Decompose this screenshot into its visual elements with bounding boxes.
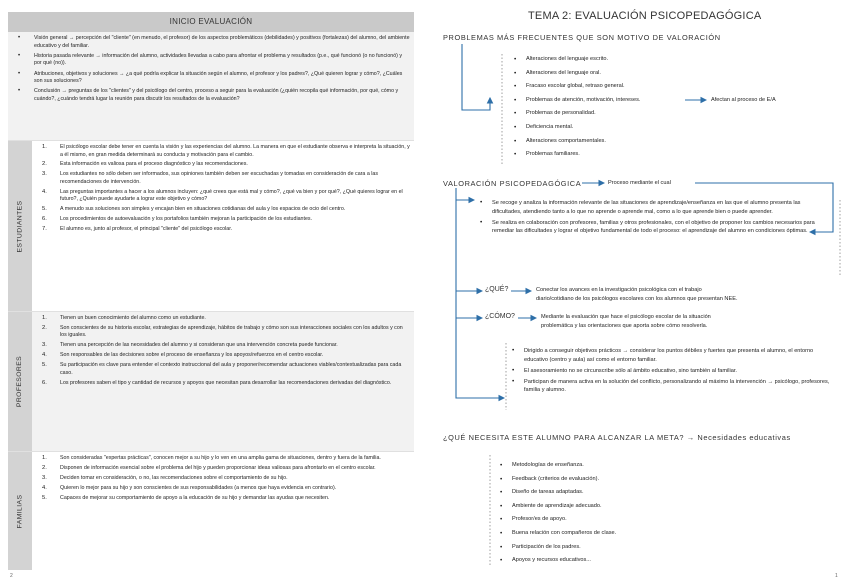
list-item: 5. Capaces de mejorar su comportamiento de apoyo a la educación de su hijo y demandar las ayudas que necesiten. [42, 494, 330, 501]
que-label: ¿QUÉ? [485, 286, 509, 293]
list-item: • Alteraciones del lenguaje escrito. [514, 53, 640, 67]
que-text-2: diario/cotidiano de los psicólogos escolares con los alumnos que presentan NEE. [536, 296, 738, 302]
left-page [8, 12, 414, 572]
list-item: 1. Tienen un buen conocimiento del alumno como un estudiante. [42, 315, 206, 321]
intro-block [8, 32, 414, 140]
page-number-right: 1 [835, 573, 838, 579]
list-item: 4. Las preguntas importantes a hacer a los alumnos incluyen: ¿qué crees que está mal y cómo?, ¿qué va bien y por qué?, ¿Qué quieres lograr en el futuro?, ¿Quién puede ayudarte a lograr este objetivo y cómo? [42, 188, 403, 203]
list-item: • Buena relación con compañeros de clase. [500, 527, 616, 541]
intro-item: • Atribuciones, objetivos y soluciones → ¿a qué podría explicar la situación según el alumno, el profesor y los padres?, ¿Qué quieren lograr y cómo?, ¿Cuáles son sus soluciones? [12, 71, 410, 86]
inicio-evaluacion-header: INICIO EVALUACIÓN [8, 12, 414, 32]
list-item: 2. Son conscientes de su historia escolar, estrategias de aprendizaje, hábitos de trabajo y cómo son sus interacciones sociales con los adultos y con los iguales. [42, 324, 403, 339]
list-item: • Metodologías de enseñanza. [500, 459, 616, 473]
intro-item: • Historia pasada relevante → información del alumno, actividades llevadas a cabo para afrontar el problema y resultados (p.e., qué funcionó (o no funcionó) y por qué (no)). [12, 53, 410, 68]
section-estudiantes [8, 140, 414, 311]
list-item: 7. El alumno es, junto al profesor, el principal "cliente" del psicólogo escolar. [42, 226, 233, 233]
list-item: • Fracaso escolar global, retraso general. [514, 80, 640, 94]
list-item: 2. Esta información es valiosa para el proceso diagnóstico y las recomendaciones. [42, 161, 248, 168]
valoracion-bullets [480, 199, 818, 238]
section-label: PROFESORES [8, 312, 32, 451]
section-familias [8, 451, 414, 570]
page-title: TEMA 2: EVALUACIÓN PSICOPEDAGÓGICA [528, 10, 762, 22]
list-item: • Alteraciones del lenguaje oral. [514, 67, 640, 81]
list-item: • Problemas de atención, motivación, intereses. [514, 94, 640, 108]
necesita-list [500, 459, 616, 568]
necesita-heading: ¿QUÉ NECESITA ESTE ALUMNO PARA ALCANZAR LA META? → Necesidades educativas [443, 433, 791, 442]
list-item: • Participan de manera activa en la solución del conflicto, personalizando al máximo la intervención → psicólogo, profesores, familia y alumno. [512, 378, 830, 395]
list-item: • Deficiencia mental. [514, 121, 640, 135]
list-item: 4. Son responsables de las decisiones sobre el proceso de enseñanza y los apoyos/refuerzos en el centro escolar. [42, 352, 324, 359]
list-item: • Feedback (criterios de evaluación). [500, 473, 616, 487]
section-label: ESTUDIANTES [8, 141, 32, 311]
list-item: • Problemas familiares. [514, 148, 640, 162]
como-text-2: problemática y las orientaciones que aporta sobre cómo resolverla. [541, 323, 708, 329]
list-item: • Participación de los padres. [500, 541, 616, 555]
section-profesores [8, 311, 414, 451]
problemas-heading: PROBLEMAS MÁS FRECUENTES QUE SON MOTIVO DE VALORACIÓN [443, 33, 721, 42]
list-item: 3. Deciden tomar en consideración, o no, las recomendaciones sobre el comportamiento de su hijo. [42, 474, 288, 481]
list-item: • Ambiente de aprendizaje adecuado. [500, 500, 616, 514]
problemas-list [514, 53, 640, 162]
valoracion-heading: VALORACIÓN PSICOPEDAGÓGICA [443, 179, 582, 188]
list-item: • Se realiza en colaboración con profesores, familias y otros profesionales, con el objetivo de proponer los cambios necesarios para remediar las dificultades y lograr el objetivo fundamental de todo el proceso: el aprendizaje del alumno en condiciones óptimas. [480, 219, 818, 236]
page-number-left: 2 [10, 573, 13, 579]
list-item: • Dirigido a conseguir objetivos prácticos → considerar los puntos débiles y fuertes que presenta el alumno, el entorno educativo (centro y aula) así como el entorno familiar. [512, 347, 830, 364]
list-item: 2. Disponen de información esencial sobre el problema del hijo y pueden proporcionar ideas valiosas para afrontarlo en el centro escolar. [42, 464, 376, 471]
list-item: 6. Los profesores saben el tipo y cantidad de recursos y apoyos que necesitan para desarrollar las recomendaciones derivadas del diagnóstico. [42, 379, 392, 386]
list-item: • Profesor/es de apoyo. [500, 513, 616, 527]
como-bullets [512, 347, 830, 397]
afectan-note: Afectan al proceso de E/A [711, 97, 776, 103]
list-item: 4. Quieren lo mejor para su hijo y son conscientes de sus responsabilidades (a menos que haya evidencia en contrario). [42, 484, 337, 491]
list-item: 1. El psicólogo escolar debe tener en cuenta la visión y las experiencias del alumno. La manera en que el estudiante observa e interpreta la situación, y a él mismo, en gran medida determinará su conducta y motivación para el cambio. [42, 144, 410, 158]
list-item: 5. Su participación es clave para entender el contexto instruccional del aula y proponer/recomendar actuaciones viables/contextualizadas para cada caso. [42, 362, 402, 376]
problemas-arrow [462, 44, 490, 110]
list-item: 6. Los procedimientos de autoevaluación y los portafolios también mejoran la participación de los estudiantes. [42, 216, 313, 223]
intro-item: • Conclusión → preguntas de los "clientes" y del psicólogo del centro, proceso a seguir para la evaluación (¿quién recopila qué información, por qué, cómo y cuándo?, ¿cuándo tendrá lugar la reunión para discutir los resultados de la evaluación? [12, 88, 410, 103]
list-item: • Apoyos y recursos educativos... [500, 554, 616, 568]
list-item: 5. A menudo sus soluciones son simples y encajan bien en situaciones cotidianas del aula y los espacios de ocio del centro. [42, 206, 346, 213]
que-text-1: Conectar los avances en la investigación psicológica con el trabajo [536, 287, 702, 293]
list-item: 3. Los estudiantes no sólo deben ser informados, sus opiniones también deben ser escuchadas y tomadas en consideración de cara a las recomendaciones de intervención. [42, 171, 379, 185]
list-item: • Problemas de personalidad. [514, 107, 640, 121]
section-label: FAMILIAS [8, 452, 32, 570]
list-item: • Diseño de tareas adaptadas. [500, 486, 616, 500]
intro-item: • Visión general → percepción del "cliente" (en menudo, el profesor) de los aspectos problemáticos (debilidades) y positivos (fortalezas) del alumno, del ambiente educativo y del familiar. [12, 35, 410, 50]
right-page [440, 0, 848, 587]
como-label: ¿CÓMO? [485, 313, 515, 320]
como-text-1: Mediante la evaluación que hace el psicólogo escolar de la situación [541, 314, 711, 320]
list-item: • El asesoramiento no se circunscribe sólo al ámbito educativo, sino también al familiar. [512, 367, 830, 376]
list-item: 3. Tienen una percepción de las necesidades del alumno y si consideran que una intervención concreta puede funcionar. [42, 342, 338, 349]
list-item: 1. Son consideradas "expertas prácticas", conocen mejor a su hijo y lo ven en una amplia gama de situaciones, dentro y fuera de la familia. [42, 455, 381, 461]
proceso-note: Proceso mediante el cual [608, 180, 671, 186]
list-item: • Se recoge y analiza la información relevante de las situaciones de aprendizaje/enseñanza en las que el alumno presenta las dificultades, atendiendo tanto a lo que no aprende o aprende mal, como a lo que aprende bien o puede aprender. [480, 199, 818, 216]
list-item: • Alteraciones comportamentales. [514, 135, 640, 149]
